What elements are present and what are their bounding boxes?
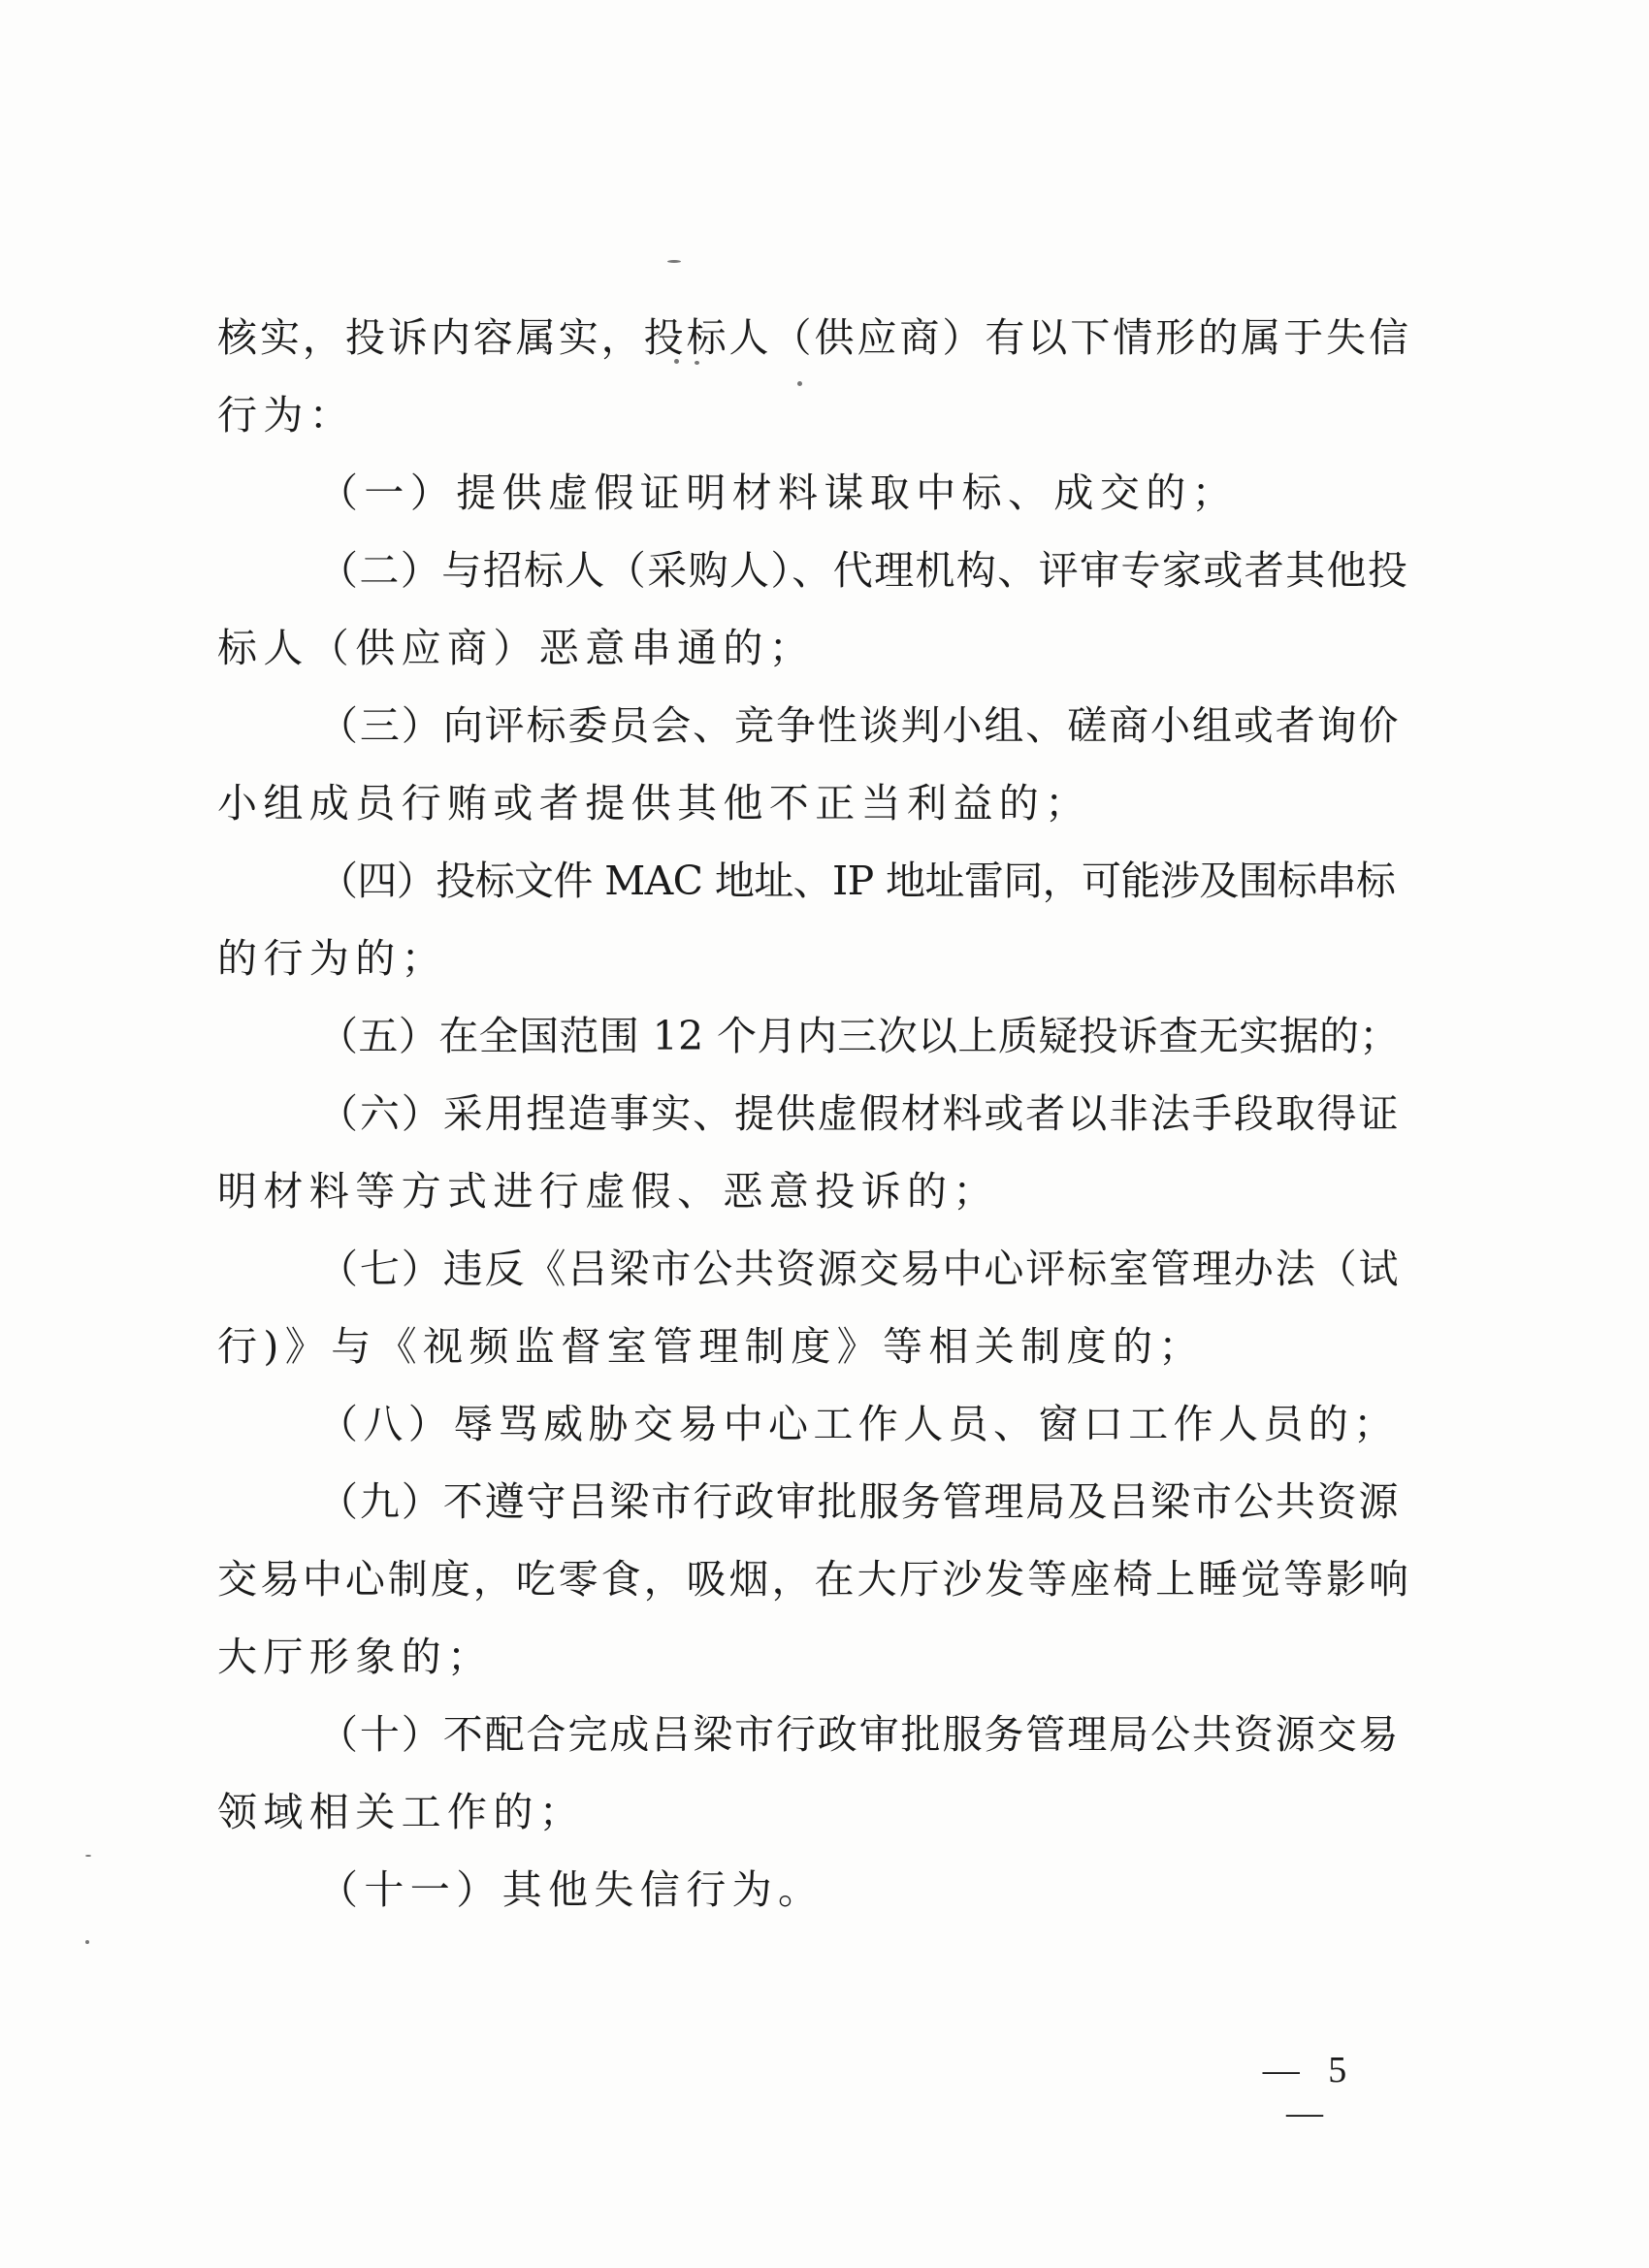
paragraph-line: 行为： [217, 392, 356, 438]
list-item-continuation: 交易中心制度，吃零食，吸烟，在大厅沙发等座椅上睡觉等影响 [217, 1556, 1408, 1603]
list-item-line: （七）违反《吕梁市公共资源交易中心评标室管理办法（试 [318, 1246, 1401, 1292]
list-item-line: （十）不配合完成吕梁市行政审批服务管理局公共资源交易 [318, 1711, 1401, 1758]
list-item-line: （十一）其他失信行为。 [318, 1866, 824, 1913]
list-item-continuation: 领域相关工作的； [217, 1789, 586, 1835]
scan-speck [667, 260, 681, 263]
list-item-continuation: 标人（供应商）恶意串通的； [217, 625, 816, 671]
page-number: — 5 — [1262, 2050, 1357, 2133]
scan-speck [85, 1940, 89, 1944]
list-item-continuation: 明材料等方式进行虚假、恶意投诉的； [217, 1168, 999, 1215]
list-item-line: （五）在全国范围 12 个月内三次以上质疑投诉查无实据的； [318, 1013, 1400, 1059]
list-item-continuation: 小组成员行贿或者提供其他不正当利益的； [217, 780, 1091, 826]
list-item-line: （三）向评标委员会、竞争性谈判小组、磋商小组或者询价 [318, 702, 1401, 749]
list-item-line: （四）投标文件 MAC 地址、IP 地址雷同，可能涉及围标串标 [318, 858, 1396, 904]
scan-speck [85, 1855, 91, 1857]
list-item-continuation: 大厅形象的； [217, 1634, 494, 1680]
list-item-line: （六）采用捏造事实、提供虚假材料或者以非法手段取得证 [318, 1090, 1401, 1137]
list-item-line: （二）与招标人（采购人）、代理机构、评审专家或者其他投 [318, 547, 1409, 594]
list-item-line: （八）辱骂威胁交易中心工作人员、窗口工作人员的； [318, 1401, 1399, 1447]
body-text [217, 299, 1408, 1928]
list-item-line: （九）不遵守吕梁市行政审批服务管理局及吕梁市公共资源 [318, 1478, 1401, 1525]
list-item-continuation: 行)》与《视频监督室管理制度》等相关制度的； [217, 1323, 1205, 1370]
list-item-continuation: 的行为的； [217, 935, 447, 982]
paragraph-line: 核实，投诉内容属实，投标人（供应商）有以下情形的属于失信 [217, 314, 1408, 361]
list-item-line: （一）提供虚假证明材料谋取中标、成交的； [318, 470, 1238, 516]
